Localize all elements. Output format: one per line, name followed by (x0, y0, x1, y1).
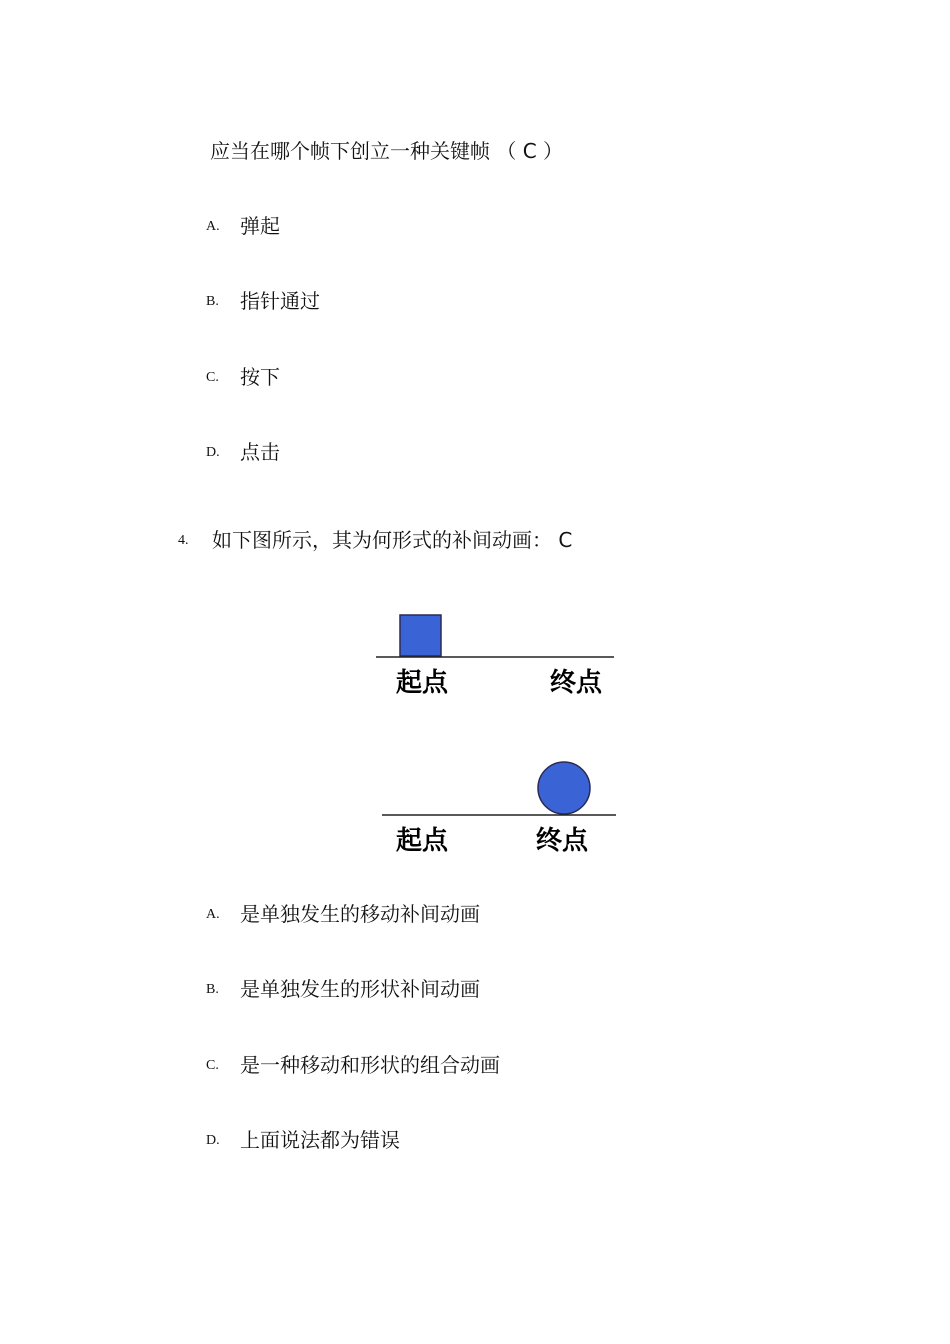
q3-option-d-text: 点击 (240, 440, 280, 464)
q3-option-a-letter: A. (206, 219, 220, 234)
q4-option-a-text: 是单独发生的移动补间动画 (240, 902, 480, 926)
q4-option-b-letter: B. (206, 982, 219, 997)
circle-shape (538, 762, 590, 814)
q3-option-c-letter: C. (206, 370, 219, 385)
q4-option-d-letter: D. (206, 1133, 220, 1148)
end-label: 终点 (550, 668, 603, 698)
q3-option-c-text: 按下 (240, 365, 280, 389)
square-shape (400, 615, 441, 656)
start-label: 起点 (396, 826, 449, 856)
question3-stem: 应当在哪个帧下创立一种关键帧 （ C ） (210, 139, 564, 163)
q4-option-b-text: 是单独发生的形状补间动画 (240, 977, 480, 1001)
question4-number: 4. (178, 533, 189, 548)
start-label: 起点 (396, 668, 449, 698)
q3-option-a-text: 弹起 (240, 214, 280, 238)
q4-option-d-text: 上面说法都为错误 (240, 1128, 400, 1152)
end-label: 终点 (536, 826, 589, 856)
tween-diagram-start (370, 605, 620, 705)
q4-option-c-letter: C. (206, 1058, 219, 1073)
q4-option-c-text: 是一种移动和形状的组合动画 (240, 1053, 500, 1077)
tween-diagram-end (376, 755, 626, 860)
question4-stem: 如下图所示，其为何形式的补间动画： C (212, 528, 573, 552)
q3-option-d-letter: D. (206, 445, 220, 460)
q3-option-b-letter: B. (206, 294, 219, 309)
q4-option-a-letter: A. (206, 907, 220, 922)
q3-option-b-text: 指针通过 (240, 289, 320, 313)
